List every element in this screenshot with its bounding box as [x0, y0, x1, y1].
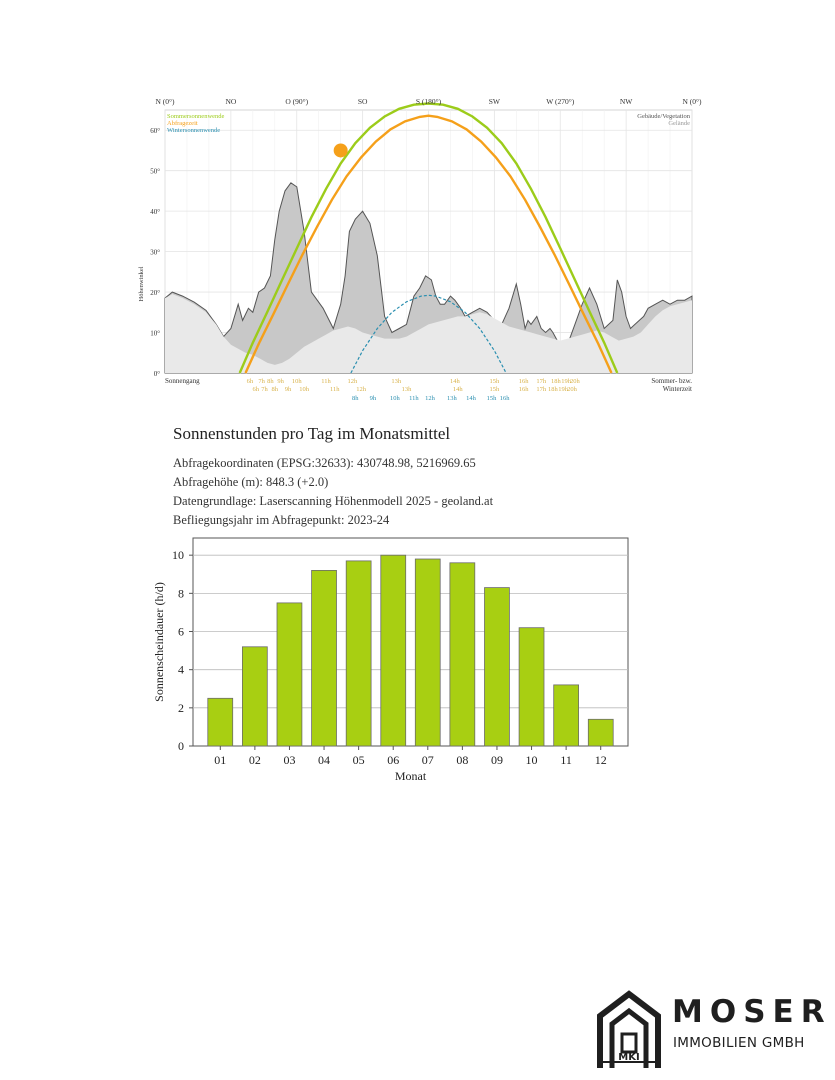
- elevation-tick-2: 20°: [150, 289, 160, 298]
- bar-ytick-label-1: 2: [178, 700, 184, 715]
- time-label-winter: 11h: [409, 395, 419, 402]
- sun-time-labels: [247, 378, 581, 402]
- bar-month-01: [208, 698, 233, 746]
- bar-ytick-label-3: 6: [178, 624, 184, 639]
- elevation-tick-0: 0°: [153, 370, 160, 378]
- bar-ytick-label-2: 4: [178, 662, 184, 677]
- time-label-summer: 11h: [321, 378, 331, 385]
- timezone-label-2: Winterzeit: [662, 385, 692, 393]
- bar-ytick-label-4: 8: [178, 586, 184, 601]
- monthly-sunshine-bar-chart: [145, 530, 645, 790]
- compass-label-3: SO: [357, 97, 368, 106]
- compass-label-7: NW: [619, 97, 633, 106]
- time-label-today: 16h: [518, 386, 529, 393]
- bar-xtick-label-12: 12: [594, 753, 607, 767]
- legend-buildings: Gebäude/Vegetation: [637, 113, 690, 120]
- bar-xtick-label-06: 06: [387, 753, 400, 767]
- bar-month-04: [312, 570, 337, 746]
- time-label-winter: 12h: [425, 395, 435, 402]
- time-label-today: 8h: [271, 386, 279, 393]
- bar-ytick-label-5: 10: [172, 548, 184, 563]
- sunrise-label: Sonnengang: [165, 377, 200, 385]
- time-label-summer: 8h: [267, 378, 274, 385]
- elevation-tick-1: 10°: [150, 329, 160, 338]
- time-label-today: 18h: [548, 386, 558, 393]
- info-line-height: Abfragehöhe (m): 848.3 (+2.0): [173, 475, 329, 489]
- time-label-today: 10h: [299, 386, 309, 393]
- bar-month-08: [450, 563, 475, 746]
- time-label-summer: 13h: [391, 378, 402, 385]
- elevation-axis-label: Höhenwinkel: [138, 266, 145, 302]
- bar-xtick-label-03: 03: [283, 753, 296, 767]
- info-line-flight-year: Befliegungsjahr im Abfragepunkt: 2023-24: [173, 513, 390, 527]
- sun-path-chart: [130, 90, 710, 410]
- bar-ytick-label-0: 0: [178, 739, 184, 753]
- time-label-summer: 7h: [258, 378, 265, 385]
- legend-summer: Sommersonnenwende: [167, 113, 225, 120]
- logo-subtitle: IMMOBILIEN GMBH: [673, 1035, 805, 1051]
- time-label-today: 12h: [356, 386, 367, 393]
- time-label-winter: 9h: [369, 395, 377, 402]
- time-label-summer: 14h: [449, 378, 460, 385]
- bar-xtick-label-01: 01: [214, 753, 227, 767]
- bar-xtick-label-08: 08: [456, 753, 469, 767]
- time-label-summer: 15h: [489, 378, 500, 385]
- time-label-summer: 16h: [518, 378, 529, 385]
- bar-xtick-label-09: 09: [490, 753, 503, 767]
- time-label-summer: 9h: [277, 378, 284, 385]
- compass-label-0: N (0°): [155, 97, 175, 106]
- time-label-summer: 19h: [561, 378, 571, 385]
- bar-month-07: [415, 559, 440, 746]
- current-sun-position-marker: [334, 143, 348, 157]
- time-label-summer: 20h: [570, 378, 580, 385]
- time-label-summer: 6h: [246, 378, 254, 385]
- compass-label-2: O (90°): [285, 97, 309, 106]
- bar-month-05: [346, 561, 371, 746]
- bar-xtick-label-11: 11: [560, 753, 572, 767]
- logo-mark-text: MKI: [618, 1052, 640, 1063]
- bar-month-10: [519, 628, 544, 746]
- bar-x-axis-label: Monat: [394, 769, 427, 783]
- bar-xtick-label-05: 05: [352, 753, 365, 767]
- time-label-winter: 15h: [486, 395, 497, 402]
- bar-xtick-label-07: 07: [421, 753, 434, 767]
- legend-winter: Wintersonnenwende: [167, 127, 221, 134]
- elevation-tick-4: 40°: [150, 208, 160, 217]
- info-line-data-source: Datengrundlage: Laserscanning Höhenmodell 2025 - geoland.at: [173, 494, 494, 508]
- info-block: [173, 424, 693, 530]
- time-label-today: 9h: [284, 386, 292, 393]
- legend-query-time: Abfragezeit: [167, 120, 198, 127]
- time-label-today: 17h: [536, 386, 547, 393]
- time-label-summer: 12h: [347, 378, 358, 385]
- info-line-coordinates: Abfragekoordinaten (EPSG:32633): 430748.98, 5216969.65: [173, 456, 476, 470]
- house-logo-icon: [596, 990, 662, 1070]
- bar-month-06: [381, 555, 406, 746]
- time-label-summer: 18h: [550, 378, 561, 385]
- compass-label-1: NO: [225, 97, 237, 106]
- compass-label-4: S (180°): [415, 97, 442, 106]
- bar-month-09: [485, 588, 510, 746]
- elevation-tick-6: 60°: [150, 127, 160, 136]
- elevation-tick-3: 30°: [150, 248, 160, 257]
- time-label-today: 6h: [252, 386, 260, 393]
- time-label-today: 11h: [330, 386, 340, 393]
- time-label-today: 15h: [489, 386, 500, 393]
- bar-y-axis-label: Sonnenscheindauer (h/d): [152, 582, 166, 702]
- bar-month-12: [588, 719, 613, 746]
- elevation-tick-5: 50°: [150, 167, 160, 176]
- bar-xtick-label-04: 04: [318, 753, 331, 767]
- company-logo: [596, 990, 831, 1072]
- bar-xtick-label-10: 10: [525, 753, 538, 767]
- time-label-summer: 10h: [291, 378, 302, 385]
- info-title: Sonnenstunden pro Tag im Monatsmittel: [173, 424, 451, 443]
- bar-month-11: [554, 685, 579, 746]
- compass-label-5: SW: [488, 97, 500, 106]
- compass-label-6: W (270°): [546, 97, 575, 106]
- time-label-today: 14h: [452, 386, 463, 393]
- time-label-winter: 10h: [389, 395, 400, 402]
- bar-month-02: [242, 647, 267, 746]
- time-label-winter: 14h: [466, 395, 476, 402]
- time-label-winter: 8h: [352, 395, 359, 402]
- timezone-label-1: Sommer- bzw.: [651, 377, 692, 385]
- bar-month-03: [277, 603, 302, 746]
- time-label-winter: 13h: [447, 395, 457, 402]
- time-label-today: 20h: [567, 386, 577, 393]
- time-label-today: 7h: [261, 386, 268, 393]
- logo-name: MOSER: [672, 994, 832, 1030]
- time-label-winter: 16h: [499, 395, 510, 402]
- time-label-today: 19h: [558, 386, 569, 393]
- compass-label-8: N (0°): [682, 97, 702, 106]
- time-label-summer: 17h: [536, 378, 547, 385]
- time-label-today: 13h: [401, 386, 412, 393]
- bar-xtick-label-02: 02: [248, 753, 261, 767]
- legend-terrain: Gelände: [668, 120, 690, 127]
